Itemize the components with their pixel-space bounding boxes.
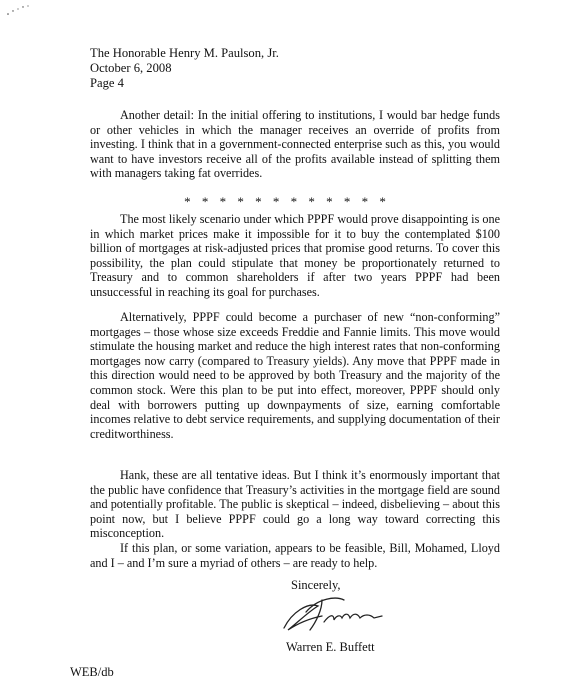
paragraph-alternatively: Alternatively, PPPF could become a purchaser of new “non-conforming” mortgages – those whose size exceeds Freddie and Fannie limits. This move would stimulate the housing market and reduce the high interest rates that non-conforming mortgages now carry (compared to Treasury yields). Any move that PPPF made in this direction would need to be approved by both Treasury and the majority of the common stock. Were this plan to be put into effect, moreover, PPPF should only deal with borrowers putting up downpayments of size, earning comfortable incomes relative to debt service requirements, and supplying documentation of their creditworthiness. <box>90 310 500 441</box>
signer-name: Warren E. Buffett <box>286 640 375 654</box>
letter-header <box>90 46 279 91</box>
letter-date: October 6, 2008 <box>90 61 172 75</box>
paragraph-scenario: The most likely scenario under which PPPF would prove disappointing is one in which market prices make it impossible for it to buy the contemplated $100 billion of mortgages at risk-adjusted prices that promise good returns. To cover this possibility, the plan could stipulate that money be proportionately returned to Treasury and to common shareholders if after two years PPPF had been unsuccessful in reaching its goal for purchases. <box>90 212 500 299</box>
section-separator: * * * * * * * * * * * * <box>184 194 390 209</box>
closing: Sincerely, <box>291 578 341 592</box>
paragraph-hedge-funds: Another detail: In the initial offering to institutions, I would bar hedge funds or other vehicles in which the manager receives an override of profits from investing. I think that in a government-connected enterprise such as this, you would want to have investors receive all of the profits available instead of splitting them with managers taking fat overrides. <box>90 108 500 181</box>
addressee: The Honorable Henry M. Paulson, Jr. <box>90 46 279 60</box>
paragraph-tentative-ideas: Hank, these are all tentative ideas. But I think it’s enormously important that the public have confidence that Treasury’s activities in the mortgage field are sound and potentially profitable. The public is skeptical – indeed, disbelieving – about this point now, but I believe PPPF could go a long way toward correcting this misconception. <box>90 468 500 541</box>
paragraph-offer-help: If this plan, or some variation, appears to be feasible, Bill, Mohamed, Lloyd and I – and I’m sure a myriad of others – are ready to help. <box>90 541 500 570</box>
page-number: Page 4 <box>90 76 124 90</box>
handwritten-signature <box>278 592 398 636</box>
scan-specks <box>4 2 44 22</box>
typist-initials: WEB/db <box>70 665 114 679</box>
